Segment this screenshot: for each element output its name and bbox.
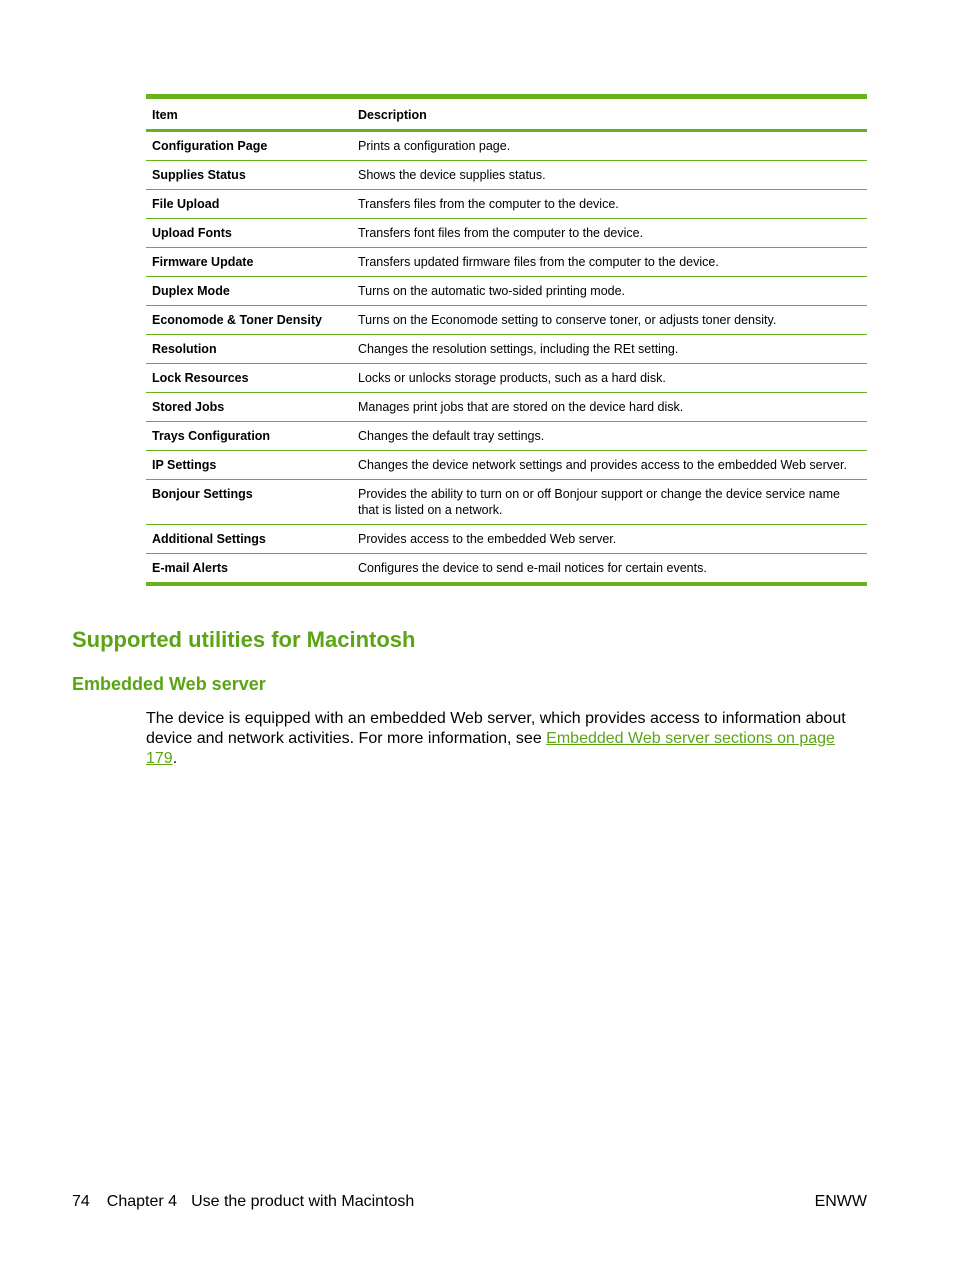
row-item: Supplies Status <box>152 168 246 182</box>
footer-right-label: ENWW <box>814 1193 867 1210</box>
paragraph-tail-text: . <box>172 750 178 767</box>
table-body <box>146 131 867 585</box>
row-description: Manages print jobs that are stored on the device hard disk. <box>358 400 684 414</box>
row-item: Lock Resources <box>152 371 249 385</box>
settings-table-container <box>146 94 867 586</box>
section-title: Supported utilities for Macintosh <box>72 627 416 652</box>
row-item: Stored Jobs <box>152 400 225 414</box>
row-description: Provides the ability to turn on or off Bonjour support or change the device service name that is listed on a network. <box>358 487 840 517</box>
row-description: Turns on the automatic two-sided printing mode. <box>358 284 626 298</box>
cross-reference-link[interactable]: Embedded Web server sections on page 179 <box>146 730 835 767</box>
row-description: Changes the resolution settings, including the REt setting. <box>358 342 679 356</box>
row-item: Trays Configuration <box>152 429 271 443</box>
chapter-title: Use the product with Macintosh <box>191 1193 415 1210</box>
settings-table <box>146 94 867 586</box>
table-row <box>146 554 867 585</box>
row-item: Resolution <box>152 342 217 356</box>
row-item: Firmware Update <box>152 255 254 269</box>
row-description: Locks or unlocks storage products, such as a hard disk. <box>358 371 666 385</box>
chapter-label: Chapter 4 <box>106 1193 178 1210</box>
table-row <box>146 393 867 422</box>
row-description: Transfers files from the computer to the device. <box>358 197 619 211</box>
row-item: Economode & Toner Density <box>152 313 322 327</box>
table-row <box>146 422 867 451</box>
table-row <box>146 451 867 480</box>
row-description: Changes the device network settings and provides access to the embedded Web server. <box>358 458 847 472</box>
row-description: Shows the device supplies status. <box>358 168 546 182</box>
row-description: Transfers updated firmware files from the computer to the device. <box>358 255 719 269</box>
row-description: Provides access to the embedded Web server. <box>358 532 617 546</box>
row-description: Prints a configuration page. <box>358 139 511 153</box>
table-row <box>146 219 867 248</box>
page-number: 74 <box>72 1193 90 1210</box>
column-header-item: Item <box>152 107 178 122</box>
table-row <box>146 525 867 554</box>
row-item: E-mail Alerts <box>152 561 228 575</box>
table-row <box>146 335 867 364</box>
row-description: Configures the device to send e-mail notices for certain events. <box>358 561 707 575</box>
row-item: File Upload <box>152 197 220 211</box>
table-row <box>146 306 867 335</box>
row-item: Bonjour Settings <box>152 487 253 501</box>
table-row <box>146 190 867 219</box>
row-item: IP Settings <box>152 458 217 472</box>
row-description: Transfers font files from the computer to the device. <box>358 226 644 240</box>
table-row <box>146 364 867 393</box>
row-item: Configuration Page <box>152 139 268 153</box>
column-header-description: Description <box>358 107 427 122</box>
table-row <box>146 480 867 525</box>
body-paragraph <box>146 709 858 769</box>
table-row <box>146 131 867 161</box>
table-header-row <box>146 97 867 131</box>
row-description: Changes the default tray settings. <box>358 429 545 443</box>
row-item: Upload Fonts <box>152 226 232 240</box>
table-row <box>146 277 867 306</box>
table-row <box>146 161 867 190</box>
row-item: Duplex Mode <box>152 284 230 298</box>
subsection-title: Embedded Web server <box>72 674 266 694</box>
table-row <box>146 248 867 277</box>
paragraph-lead-text: The device is equipped with an embedded Web server, which provides access to information about device and network activities. For more information, see <box>146 710 846 747</box>
footer-left <box>72 1192 414 1212</box>
row-description: Turns on the Economode setting to conserve toner, or adjusts toner density. <box>358 313 777 327</box>
row-item: Additional Settings <box>152 532 266 546</box>
